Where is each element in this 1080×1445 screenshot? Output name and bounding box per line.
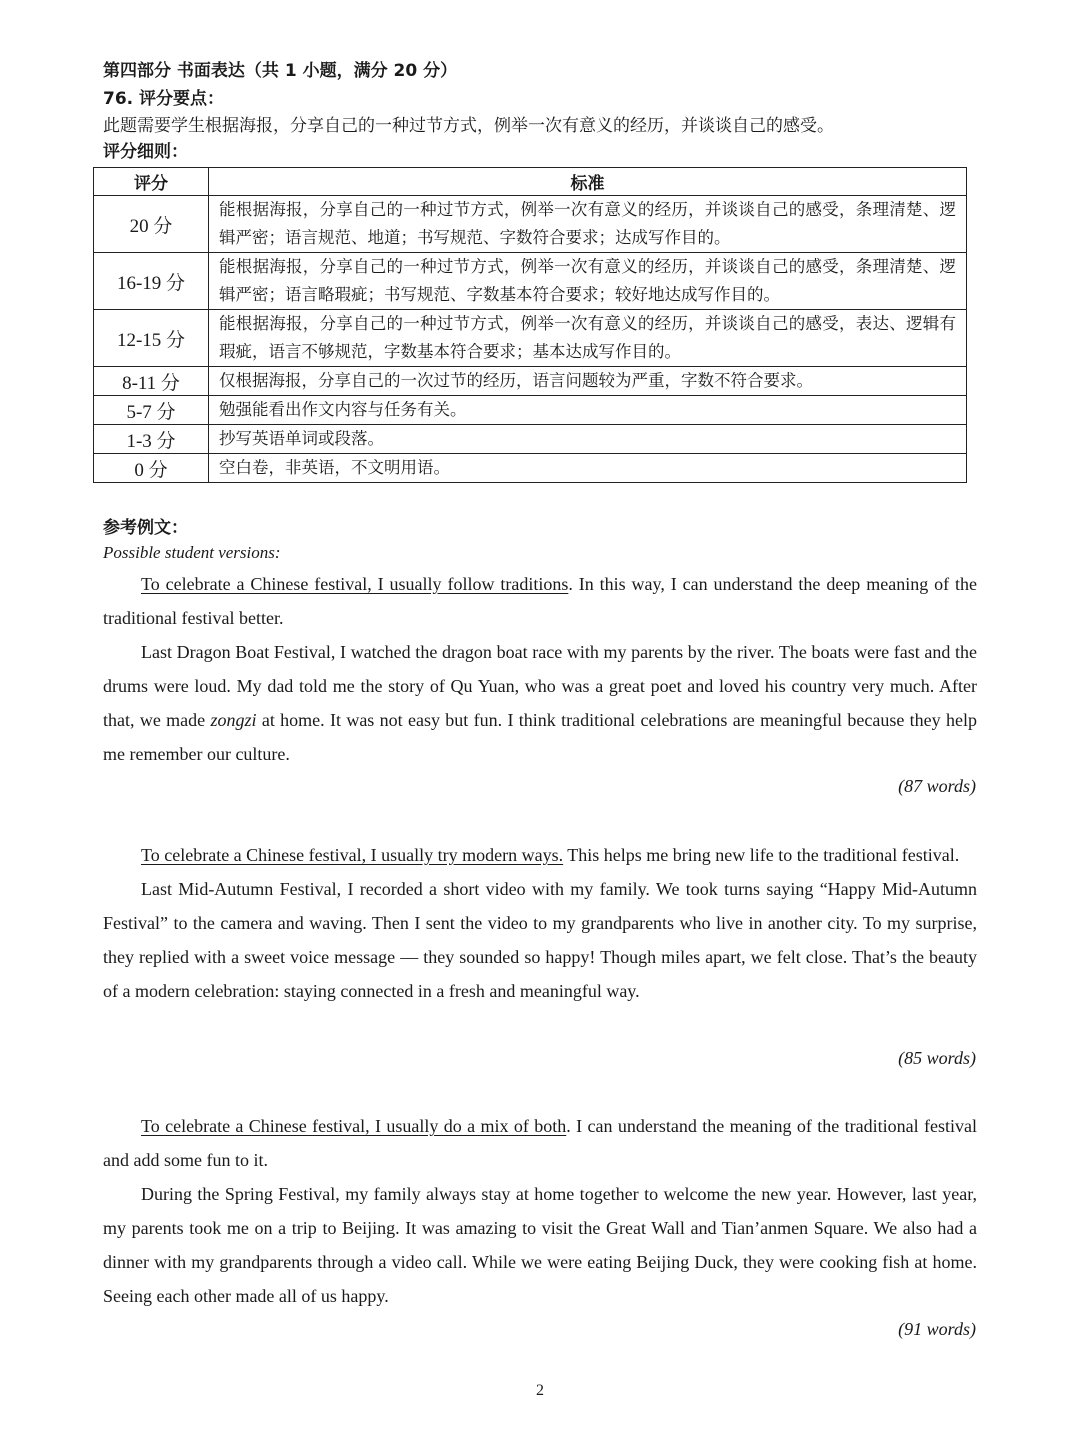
paragraph-text: at home. It was not easy but fun. I think traditional celebrations are meaningful because they help me remember our culture. <box>103 710 977 764</box>
paragraph-text: . In this way, I can understand the deep meaning of the traditional festival better. <box>103 574 977 628</box>
criteria-cell: 勉强能看出作文内容与任务有关。 <box>209 396 967 425</box>
table-row <box>94 367 967 396</box>
table-row <box>94 253 967 310</box>
requirement-text: 此题需要学生根据海报，分享自己的一种过节方式，例举一次有意义的经历，并谈谈自己的感受。 <box>103 116 834 136</box>
header-criteria: 标准 <box>209 168 967 196</box>
essay-2-paragraph-1 <box>103 838 977 872</box>
score-cell: 20 分 <box>94 196 209 253</box>
essay-1-paragraph-2 <box>103 635 977 771</box>
criteria-cell: 能根据海报，分享自己的一种过节方式，例举一次有意义的经历，并谈谈自己的感受，表达、逻辑有瑕疵，语言不够规范，字数基本符合要求；基本达成写作目的。 <box>209 310 967 367</box>
essay-1-paragraph-1 <box>103 567 977 635</box>
rules-label: 评分细则： <box>103 142 188 162</box>
topic-sentence: To celebrate a Chinese festival, I usually try modern ways. <box>141 845 564 865</box>
score-cell: 0 分 <box>94 454 209 483</box>
paragraph-text: This helps me bring new life to the traditional festival. <box>563 845 960 865</box>
scoring-table <box>93 167 967 483</box>
criteria-cell: 能根据海报，分享自己的一种过节方式，例举一次有意义的经历，并谈谈自己的感受，条理清楚、逻辑严密；语言规范、地道；书写规范、字数符合要求；达成写作目的。 <box>209 196 967 253</box>
essay-3-paragraph-2: During the Spring Festival, my family always stay at home together to welcome the new year. However, last year, my parents took me on a trip to Beijing. It was amazing to visit the Great Wall and Tian’anmen Square. We also had a dinner with my grandparents through a video call. While we were eating Beijing Duck, they were cooking fish at home. Seeing each other made all of us happy. <box>103 1184 977 1306</box>
score-cell: 12-15 分 <box>94 310 209 367</box>
word-count-2: (85 words) <box>898 1048 976 1068</box>
topic-sentence: To celebrate a Chinese festival, I usually follow traditions <box>141 574 569 594</box>
word-count-3: (91 words) <box>898 1319 976 1339</box>
criteria-cell: 空白卷，非英语，不文明用语。 <box>209 454 967 483</box>
score-cell: 5-7 分 <box>94 396 209 425</box>
table-row <box>94 196 967 253</box>
header-score: 评分 <box>94 168 209 196</box>
essay-1 <box>103 567 977 771</box>
italic-term: zongzi <box>210 710 257 730</box>
sample-label: 参考例文： <box>103 518 188 538</box>
table-row <box>94 310 967 367</box>
essay-2-paragraph-2: Last Mid-Autumn Festival, I recorded a short video with my family. We took turns saying “Happy Mid-Autumn Festival” to the camera and waving. Then I sent the video to my grandparents who live in another city. To my surprise, they replied with a sweet voice message — they sounded so happy! Though miles apart, we felt close. That’s the beauty of a modern celebration: staying connected in a fresh and meaningful way. <box>103 879 977 1001</box>
table-row <box>94 454 967 483</box>
table-row <box>94 425 967 454</box>
paragraph-text: Last Dragon Boat Festival, I watched the dragon boat race with my parents by the river. The boats were fast and the drums were loud. My dad told me the story of Qu Yuan, who was a great poet and loved his country very much. After that, we made <box>103 642 977 730</box>
word-count-1: (87 words) <box>898 776 976 796</box>
table-row <box>94 396 967 425</box>
essay-3-paragraph-1 <box>103 1109 977 1177</box>
score-cell: 8-11 分 <box>94 367 209 396</box>
versions-label: Possible student versions: <box>103 543 281 562</box>
essay-3 <box>103 1109 977 1313</box>
page-number: 2 <box>536 1382 544 1399</box>
section-title: 第四部分 书面表达（共 1 小题，满分 20 分） <box>103 61 458 81</box>
item-label: 76. 评分要点： <box>103 89 225 109</box>
criteria-cell: 抄写英语单词或段落。 <box>209 425 967 454</box>
paragraph-text: . I can understand the meaning of the traditional festival and add some fun to it. <box>103 1116 977 1170</box>
score-cell: 16-19 分 <box>94 253 209 310</box>
essay-2 <box>103 838 977 1008</box>
topic-sentence: To celebrate a Chinese festival, I usually do a mix of both <box>141 1116 567 1136</box>
criteria-cell: 能根据海报，分享自己的一种过节方式，例举一次有意义的经历，并谈谈自己的感受，条理清楚、逻辑严密；语言略瑕疵；书写规范、字数基本符合要求；较好地达成写作目的。 <box>209 253 967 310</box>
criteria-cell: 仅根据海报，分享自己的一次过节的经历，语言问题较为严重，字数不符合要求。 <box>209 367 967 396</box>
score-cell: 1-3 分 <box>94 425 209 454</box>
